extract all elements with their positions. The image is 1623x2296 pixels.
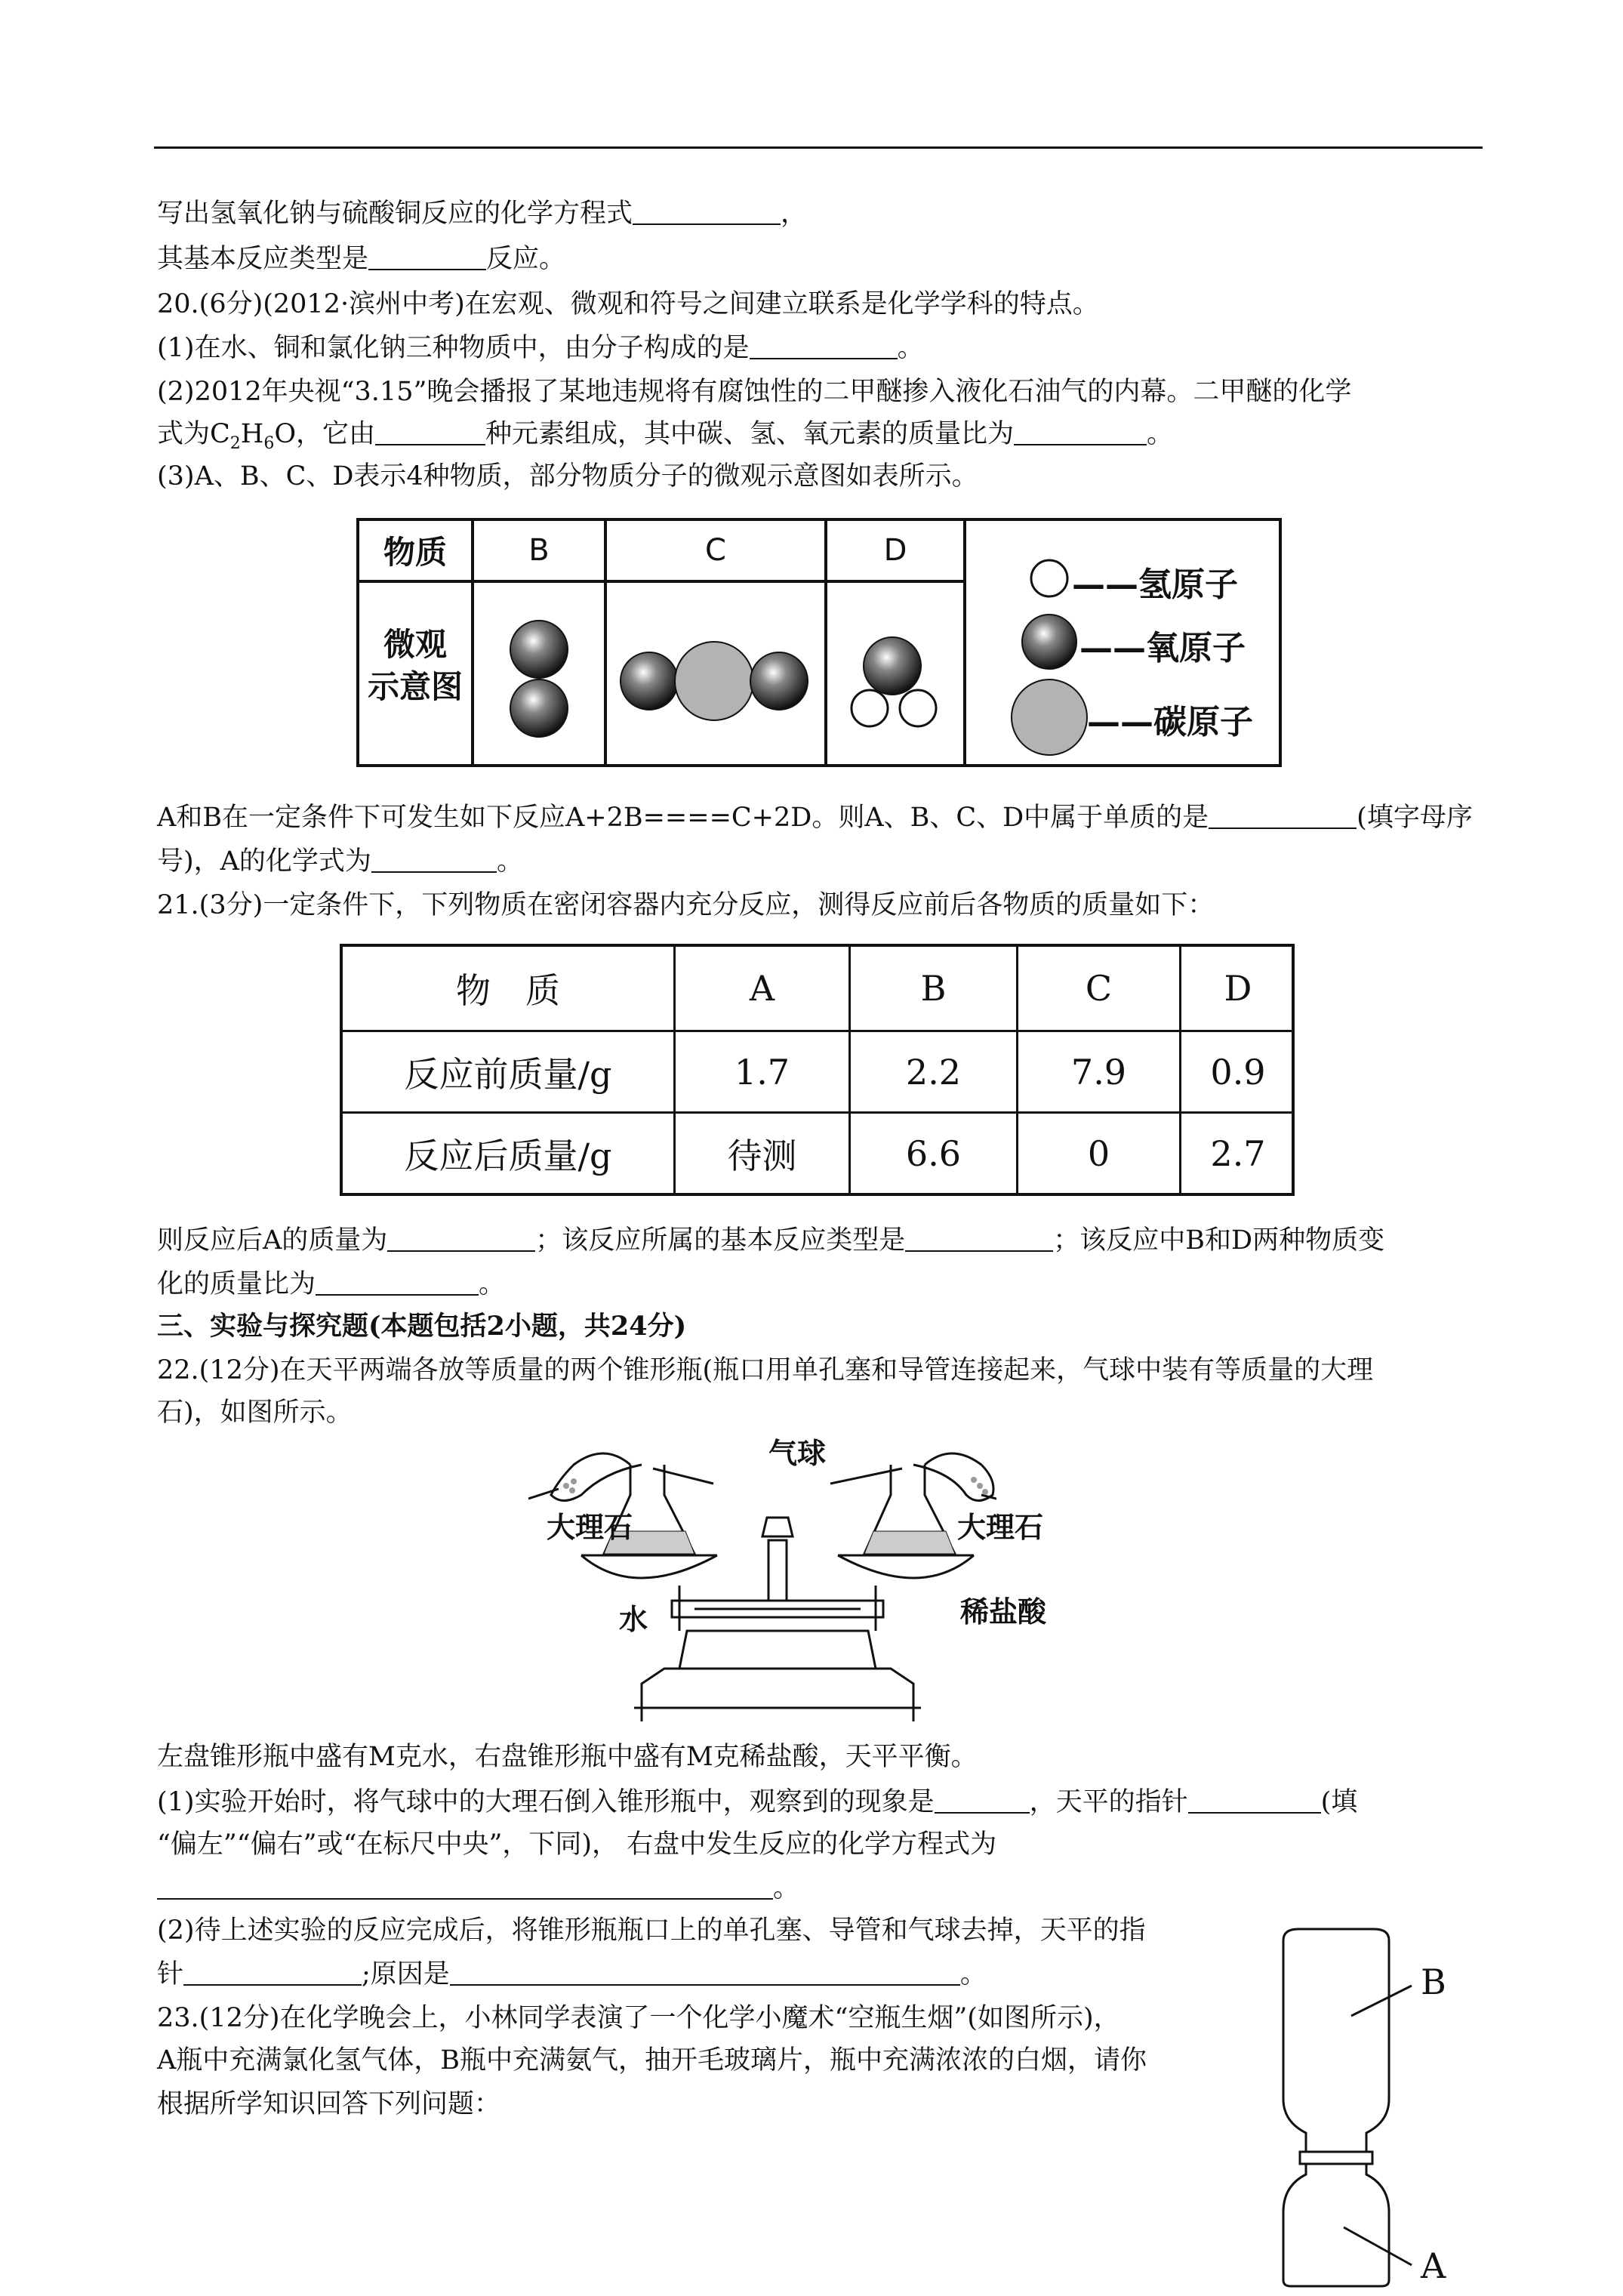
answer-blank — [387, 1225, 535, 1252]
legend-hydrogen: ——氢原子 — [1072, 566, 1238, 604]
legend-hydrogen-icon — [1031, 560, 1067, 596]
table2-header-cell: B — [920, 968, 947, 1009]
oxygen-atom — [510, 680, 568, 737]
answer-blank — [633, 198, 781, 225]
question-22: 22.(12分)在天平两端各放等质量的两个锥形瓶(瓶口用单孔塞和导管连接起来，气球中装有等质量的大理 — [157, 1355, 1374, 1385]
answer-blank — [450, 1959, 960, 1986]
text-line: (3)A、B、C、D表示4种物质，部分物质分子的微观示意图如表所示。 — [157, 461, 978, 492]
table2-cell: 6.6 — [905, 1133, 962, 1174]
hydrogen-atom — [852, 690, 888, 726]
answer-blank — [183, 1959, 362, 1986]
answer-blank — [375, 418, 485, 445]
text-line: (2)2012年央视“3.15”晚会播报了某地违规将有腐蚀性的二甲醚掺入液化石油气的内幕。二甲醚的化学 — [157, 377, 1352, 407]
question-20: 20.(6分)(2012·滨州中考)在宏观、微观和符号之间建立联系是化学学科的特点。 — [157, 289, 1099, 319]
text-line: 左盘锥形瓶中盛有M克水，右盘锥形瓶中盛有M克稀盐酸，天平平衡。 — [157, 1742, 978, 1772]
balance-label-water: 水 — [619, 1603, 648, 1636]
text-line: (2)待上述实验的反应完成后，将锥形瓶瓶口上的单孔塞、导管和气球去掉，天平的指 — [157, 1915, 1146, 1946]
table2-cell: 2.7 — [1210, 1133, 1266, 1174]
answer-blank — [905, 1225, 1053, 1252]
table2-header-cell: D — [1224, 968, 1252, 1009]
legend-carbon-icon — [1012, 680, 1087, 755]
text-line: (1)在水、铜和氯化钠三种物质中，由分子构成的是 。 — [157, 333, 924, 363]
answer-blank — [1209, 802, 1357, 829]
table2-cell: 7.9 — [1070, 1051, 1127, 1093]
table2-cell: 2.2 — [905, 1051, 962, 1093]
table2-header-cell: C — [1085, 968, 1113, 1009]
text-line: 写出氢氧化钠与硫酸铜反应的化学方程式 ， — [157, 199, 808, 229]
answer-blank — [1188, 1786, 1321, 1814]
oxygen-atom — [864, 637, 921, 695]
table1-header: 物质 — [383, 534, 447, 571]
table2-cell: 反应后质量/g — [404, 1135, 612, 1176]
text-line: 则反应后A的质量为 ；该反应所属的基本反应类型是 ；该反应中B和D两种物质变 — [157, 1225, 1385, 1256]
text-line: 化的质量比为 。 — [157, 1269, 506, 1299]
section-heading: 三、实验与探究题(本题包括2小题，共24分) — [157, 1311, 687, 1342]
oxygen-atom — [621, 652, 678, 710]
answer-blank — [371, 846, 497, 873]
question-23: 23.(12分)在化学晚会上，小林同学表演了一个化学小魔术“空瓶生烟”(如图所示)， — [157, 2003, 1120, 2033]
text-line: (1)实验开始时，将气球中的大理石倒入锥形瓶中，观察到的现象是 ，天平的指针 (填 — [157, 1787, 1358, 1817]
text-line: 根据所学知识回答下列问题： — [157, 2089, 501, 2119]
table2-header-cell: 物 质 — [456, 970, 560, 1011]
oxygen-atom — [510, 621, 568, 678]
text-line: 式为$C_2H_6O$，它由 种元素组成，其中碳、氢、氧元素的质量比为 。 — [157, 419, 1174, 453]
balance-label-balloon: 气球 — [768, 1437, 827, 1470]
bottle-label-a: A — [1421, 2245, 1446, 2286]
text-line: 针 ;原因是 。 — [157, 1959, 987, 1989]
text-line: “偏左”“偏右”或“在标尺中央”，下同)， 右盘中发生反应的化学方程式为 — [157, 1829, 997, 1860]
text-line: 石)，如图所示。 — [157, 1398, 353, 1428]
balance-label-marble-left: 大理石 — [547, 1511, 633, 1544]
answer-blank — [1014, 418, 1147, 445]
hydrogen-atom — [900, 690, 936, 726]
table2-cell: 0.9 — [1210, 1051, 1266, 1093]
table1-col-d: D — [883, 533, 907, 568]
table2-cell: 待测 — [727, 1135, 797, 1176]
table2-cell: 0 — [1087, 1133, 1110, 1174]
bottles-figure — [1246, 1925, 1532, 2288]
bottle-label-b: B — [1421, 1962, 1446, 2002]
balance-figure — [528, 1442, 996, 1721]
text-line: A和B在一定条件下可发生如下反应A+2B====C+2D。则A、B、C、D中属于单质的是 (填字母序 — [157, 803, 1473, 833]
mass-table — [340, 944, 1295, 1196]
header-rule — [154, 146, 1483, 149]
text-line: 。 — [157, 1869, 799, 1907]
text-line: 其基本反应类型是 反应。 — [157, 244, 566, 274]
balance-label-marble-right: 大理石 — [957, 1511, 1044, 1544]
answer-blank — [157, 1872, 773, 1900]
answer-blank — [368, 243, 486, 270]
question-21: 21.(3分)一定条件下，下列物质在密闭容器内充分反应，测得反应前后各物质的质量如下： — [157, 890, 1215, 920]
table2-header-cell: A — [749, 968, 775, 1009]
legend-oxygen: ——氧原子 — [1079, 629, 1246, 667]
oxygen-atom — [750, 652, 808, 710]
table1-row-label: 微观 示意图 — [367, 626, 463, 705]
balance-label-acid: 稀盐酸 — [960, 1595, 1047, 1629]
legend-carbon: ——碳原子 — [1087, 703, 1253, 741]
table2-cell: 1.7 — [734, 1051, 790, 1093]
answer-blank — [935, 1786, 1030, 1814]
text-line: 号)，A的化学式为 。 — [157, 846, 523, 877]
table1-col-b: B — [528, 533, 550, 568]
answer-blank — [316, 1268, 479, 1296]
carbon-atom — [675, 642, 753, 720]
text-line: A瓶中充满氯化氢气体，B瓶中充满氨气，抽开毛玻璃片，瓶中充满浓浓的白烟，请你 — [157, 2045, 1147, 2076]
table2-cell: 反应前质量/g — [404, 1053, 612, 1095]
answer-blank — [750, 332, 898, 359]
molecule-table — [356, 518, 1282, 767]
table1-col-c: C — [705, 533, 726, 568]
legend-oxygen-icon — [1022, 615, 1076, 669]
